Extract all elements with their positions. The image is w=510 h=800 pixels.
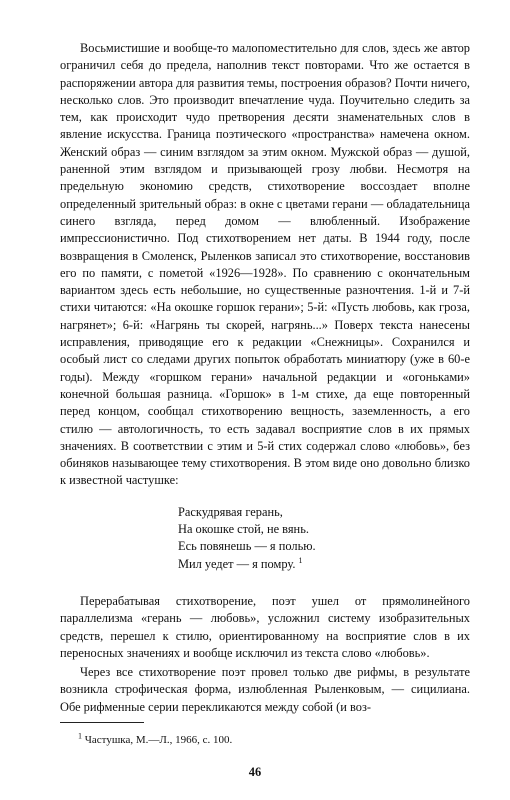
footnote-mark: 1 <box>78 731 82 741</box>
verse-line-3: Есь повянешь — я полью. <box>178 539 316 554</box>
verse-line-1: Раскудрявая герань, <box>178 504 283 519</box>
verse-line-4 <box>178 556 470 573</box>
page-number: 46 <box>248 765 262 779</box>
footnote-text: Частушка, М.—Л., 1966, с. 100. <box>84 734 233 746</box>
verse-line-2: На окошке стой, не вянь. <box>178 522 309 537</box>
chastushka-verse <box>178 504 470 573</box>
main-text <box>60 40 470 716</box>
paragraph-2: Перерабатывая стихотворение, поэт ушел от прямолинейного параллелизма «герань — любовь», усложнил систему изобразительных средств, перешел к стилю, ориентированному на восприятие слов в их переносных значениях и вообще исключил из текста слово «любовь». <box>60 593 470 660</box>
paragraph-3: Через все стихотворение поэт провел только две рифмы, в результате возникла строфическая форма, излюбленная Рыленковым, — сицилиана. Обе рифменные серии перекликаются между собой (и воз- <box>60 665 470 714</box>
footnote-reference: 1 <box>298 555 303 565</box>
footnote-divider <box>60 722 144 723</box>
verse-line-4-text: Мил уедет — я помру. <box>178 556 296 571</box>
paragraph-1: Восьмистишие и вообще-то малопоместительно для слов, здесь же автор ограничил себя до предела, наполнив текст повторами. Что же остается в распоряжении автора для развития темы, построения образов? Почти ничего, несколько слов. Это производит впечатление чуда. Поучительно следить за тем, как происходит чудо претворения десяти знаменательных слов в явление искусства. Граница поэтического «пространства» намечена окном. Женский образ — синим взглядом за этим окном. Мужской образ — душой, раненной этим взглядом и призывающей грозу любви. Несмотря на предельную экономию средств, стихотворение воссоздает вполне определенный зрительный образ: в окне с цветами герани — обладательница синего взгляда, перед домом — влюбленный. Изображение импрессионистично. Под стихотворением нет даты. В 1944 году, после возвращения в Смоленск, Рыленков записал это стихотворение, восстановив его по памяти, с пометой «1926—1928». По сравнению с окончательным вариантом здесь есть небольшие, но существенные разночтения. 1-й и 7-й стихи читаются: «На окошке горшок герани»; 5-й: «Пусть любовь, как гроза, нагрянет»; 6-й: «Нагрянь ты скорей, нагрянь...» Поверх текста нанесены исправления, приводящие его к редакции «Снежницы». Сохранился и особый лист со следами других попыток обработать миниатюру (уже в 60-е годы). Между «горшком герани» начальной редакции и «огоньками» конечной большая разница. «Горшок» в 1-м стихе, да еще повторенный перед концом, сообщал стихотворению вещность, заземленность, а его стилю — автологичность, то есть задавал восприятие слов в их прямых значениях. В соответствии с этим и 5-й стих содержал слово «любовь», без обиняков называющее тему стихотворения. В этом виде оно довольно близко к известной частушке: <box>60 41 470 488</box>
footnote <box>78 733 470 747</box>
